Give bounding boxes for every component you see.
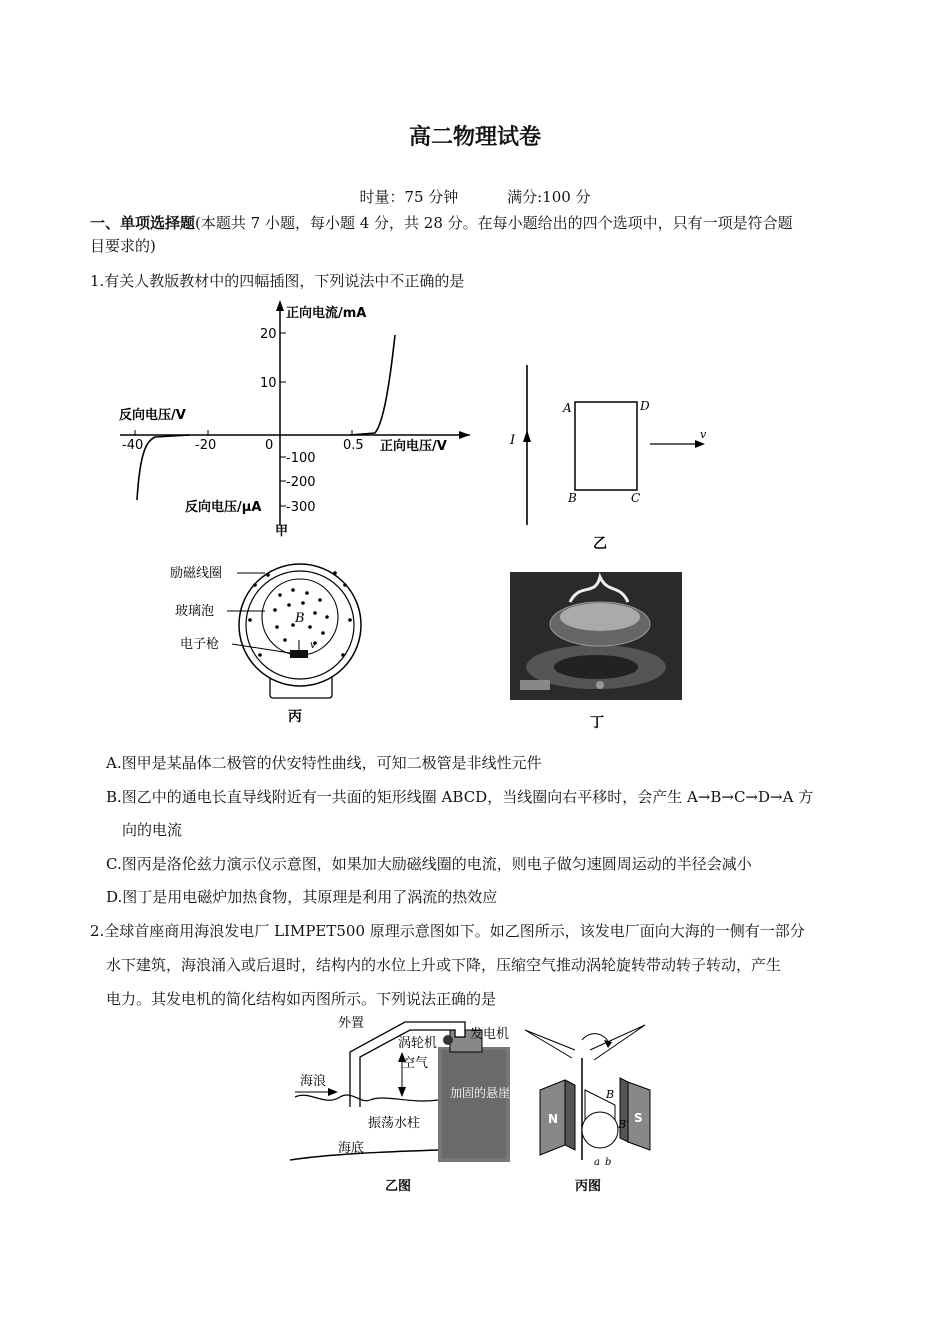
q2-fig-yi-turbine-label: 涡轮机 [398, 1036, 438, 1051]
fig-ding [510, 572, 682, 732]
fig-jia-tick-m300: -300 [286, 500, 316, 515]
fig-jia-tick-m100: -100 [286, 451, 316, 466]
fig-yi-velocity-label: v [700, 428, 707, 441]
section-description: (本题共 7 小题，每小题 4 分，共 28 分。在每小题给出的四个选项中，只有一项是符合题 [195, 214, 793, 232]
fig-yi-current-label: I [510, 433, 516, 448]
q2-fig-bing-S: S [634, 1111, 643, 1125]
fig-yi-caption: 乙 [593, 536, 607, 552]
fig-yi-C: C [631, 491, 641, 505]
section-heading [90, 213, 870, 233]
q2-fig-yi-caption: 乙图 [385, 1179, 412, 1194]
q2-fig-bing-caption: 丙图 [575, 1179, 602, 1194]
fig-jia-caption: 甲 [275, 524, 289, 539]
q1-option-b: B.图乙中的通电长直导线附近有一共面的矩形线圈 ABCD，当线圈向右平移时，会产生 A→B→C→D→A 方 [106, 788, 814, 806]
q2-fig-yi-air-label: 空气 [402, 1056, 429, 1071]
q2-fig-yi-outer-label: 外置 [338, 1016, 365, 1031]
fig-jia-x-label-left: 反向电压/V [119, 408, 186, 423]
fig-jia-forward-curve [350, 335, 395, 435]
q1-option-d: D.图丁是用电磁炉加热食物，其原理是利用了涡流的热效应 [106, 888, 498, 906]
fig-bing-coil-label: 励磁线圈 [170, 566, 223, 581]
fig-yi [505, 360, 725, 555]
fig-jia-tick-m40: -40 [122, 438, 144, 453]
time-label: 时量：75 分钟 [359, 188, 459, 206]
fig-jia-tick-m200: -200 [286, 475, 316, 490]
q2-fig-yi-generator-label: 发电机 [470, 1027, 510, 1042]
fig-ding-caption: 丁 [590, 715, 604, 731]
fig-yi-current-arrow [523, 430, 531, 442]
q2-fig-bing-B: B [606, 1088, 615, 1101]
section-title: 一、单项选择题 [90, 214, 196, 232]
q2-fig-bing-b: b [605, 1157, 612, 1168]
fig-bing-bulb-label: 玻璃泡 [175, 604, 215, 619]
q2-stem-line2: 水下建筑，海浪涌入或后退时，结构内的水位上升或下降，压缩空气推动涡轮旋转带动转子转动，产生 [106, 956, 782, 974]
q1-option-a: A.图甲是某晶体二极管的伏安特性曲线，可知二极管是非线性元件 [106, 754, 542, 772]
fig-jia-tick-05: 0.5 [343, 438, 364, 453]
q2-fig-bing-B-prime: B' [618, 1118, 630, 1131]
fig-yi-B: B [568, 491, 577, 505]
q2-fig-bing-blade-right [590, 1025, 645, 1060]
fig-jia-y-label-bottom: 反向电压/μA [185, 500, 262, 515]
fig-jia-y-arrow [276, 300, 284, 311]
fig-jia [115, 295, 475, 540]
fig-jia-tick-10: 10 [260, 376, 277, 391]
q2-stem-line3: 电力。其发电机的简化结构如丙图所示。下列说法正确的是 [106, 990, 497, 1008]
fig-bing-velocity-label: v [310, 640, 316, 651]
page-title: 高二物理试卷 [408, 125, 541, 150]
fig-jia-x-label-right: 正向电压/V [380, 439, 447, 454]
fig-bing-field-label: B [295, 611, 305, 626]
fig-yi-A: A [563, 401, 572, 415]
fig-bing-caption: 丙 [288, 709, 302, 725]
q1-option-b-cont: 向的电流 [122, 821, 183, 839]
q2-fig-yi [290, 1012, 525, 1197]
fig-yi-loop [575, 402, 637, 490]
fig-bing-gun [290, 650, 308, 658]
section-description-cont: 目要求的) [90, 237, 156, 255]
q2-fig-yi-column-label: 振荡水柱 [368, 1116, 421, 1131]
q2-fig-bing-blade-left [525, 1030, 575, 1058]
fig-jia-tick-20: 20 [260, 327, 277, 342]
fig-jia-tick-0: 0 [265, 438, 274, 453]
fig-bing [165, 555, 385, 730]
fig-jia-tick-m20: -20 [195, 438, 217, 453]
q2-fig-yi-wave-label: 海浪 [300, 1074, 327, 1089]
fig-yi-D: D [640, 399, 650, 413]
q1-stem: 1.有关人教版教材中的四幅插图，下列说法中不正确的是 [90, 272, 465, 290]
q2-stem-line1: 2.全球首座商用海浪发电厂 LIMPET500 原理示意图如下。如乙图所示，该发电厂面向大海的一侧有一部分 [90, 922, 805, 940]
q2-fig-bing-a: a [594, 1157, 600, 1168]
q2-fig-bing [520, 1020, 670, 1195]
exam-meta [0, 186, 950, 207]
q2-fig-yi-seabed-label: 海底 [338, 1141, 365, 1156]
q2-fig-bing-ring [582, 1112, 618, 1148]
fig-jia-reverse-curve [137, 435, 190, 500]
q1-option-c: C.图丙是洛伦兹力演示仪示意图，如果加大励磁线圈的电流，则电子做匀速圆周运动的半径会减小 [106, 855, 752, 873]
fig-bing-gun-label: 电子枪 [180, 637, 220, 652]
q2-fig-yi-wave-line [295, 1095, 438, 1101]
q2-fig-bing-N: N [548, 1112, 559, 1126]
q2-fig-yi-cliff-label: 加固的悬崖 [450, 1086, 511, 1100]
fig-jia-y-label-top: 正向电流/mA [286, 306, 367, 321]
fig-jia-x-arrow [459, 431, 470, 439]
score-label: 满分:100 分 [507, 188, 591, 206]
